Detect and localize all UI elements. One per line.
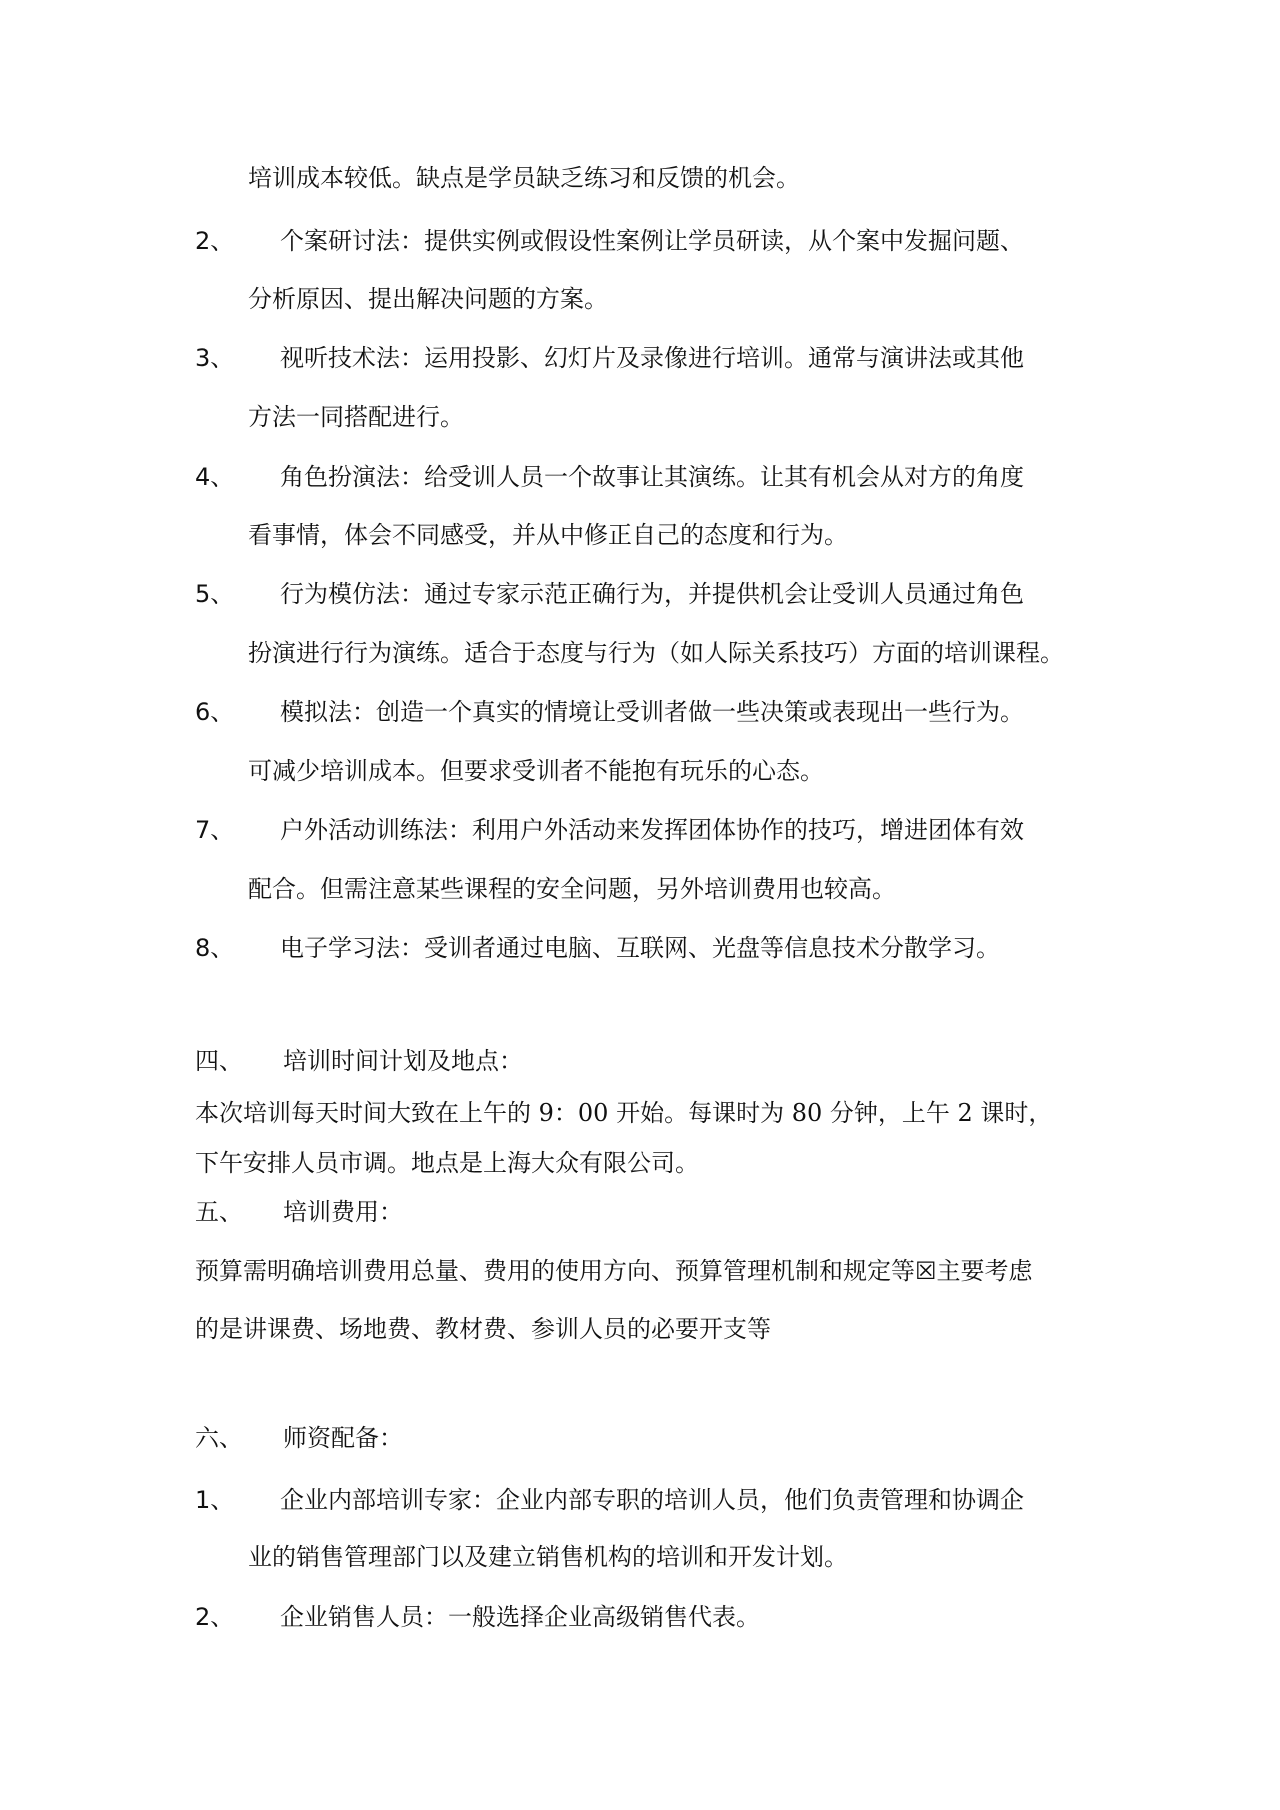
method-number: 3、 (195, 344, 235, 372)
method-line-1: 角色扮演法：给受训人员一个故事让其演练。让其有机会从对方的角度 (280, 463, 1024, 491)
method-line-2: 扮演进行行为演练。适合于态度与行为（如人际关系技巧）方面的培训课程。 (248, 639, 1064, 667)
method-line-1: 个案研讨法：提供实例或假设性案例让学员研读，从个案中发掘问题、 (280, 227, 1024, 255)
method-line-1: 视听技术法：运用投影、幻灯片及录像进行培训。通常与演讲法或其他 (280, 344, 1024, 372)
method-line-2: 配合。但需注意某些课程的安全问题，另外培训费用也较高。 (248, 875, 896, 903)
section-number: 六、 (195, 1424, 243, 1452)
section-title: 师资配备： (283, 1424, 403, 1452)
section-number: 五、 (195, 1198, 243, 1226)
method-number: 7、 (195, 816, 235, 844)
method-line-2: 看事情，体会不同感受，并从中修正自己的态度和行为。 (248, 521, 848, 549)
method-number: 8、 (195, 934, 235, 962)
section-title: 培训费用： (283, 1198, 403, 1226)
section-paragraph-line-2: 下午安排人员市调。地点是上海大众有限公司。 (195, 1149, 699, 1177)
section-paragraph-line-2: 的是讲课费、场地费、教材费、参训人员的必要开支等 (195, 1315, 771, 1343)
method-line-2: 分析原因、提出解决问题的方案。 (248, 285, 608, 313)
section-paragraph-line-1: 本次培训每天时间大致在上午的 9：00 开始。每课时为 80 分钟，上午 2 课时， (195, 1099, 1053, 1127)
section-title: 培训时间计划及地点： (283, 1047, 523, 1075)
faculty-number: 1、 (195, 1486, 235, 1514)
method-number: 4、 (195, 463, 235, 491)
faculty-line-1: 企业销售人员：一般选择企业高级销售代表。 (280, 1603, 760, 1631)
section-paragraph-line-1: 预算需明确培训费用总量、费用的使用方向、预算管理机制和规定等☒主要考虑 (195, 1257, 1033, 1285)
method-line-1: 电子学习法：受训者通过电脑、互联网、光盘等信息技术分散学习。 (280, 934, 1000, 962)
method-number: 5、 (195, 580, 235, 608)
method-line-1: 模拟法：创造一个真实的情境让受训者做一些决策或表现出一些行为。 (280, 698, 1024, 726)
faculty-line-1: 企业内部培训专家：企业内部专职的培训人员，他们负责管理和协调企 (280, 1486, 1024, 1514)
method-line-2: 方法一同搭配进行。 (248, 403, 464, 431)
faculty-line-2: 业的销售管理部门以及建立销售机构的培训和开发计划。 (248, 1543, 848, 1571)
faculty-number: 2、 (195, 1603, 235, 1631)
intro-continuation-line: 培训成本较低。缺点是学员缺乏练习和反馈的机会。 (248, 164, 800, 192)
method-line-1: 行为模仿法：通过专家示范正确行为，并提供机会让受训人员通过角色 (280, 580, 1024, 608)
method-number: 2、 (195, 227, 235, 255)
method-line-2: 可减少培训成本。但要求受训者不能抱有玩乐的心态。 (248, 757, 824, 785)
method-line-1: 户外活动训练法：利用户外活动来发挥团体协作的技巧，增进团体有效 (280, 816, 1024, 844)
method-number: 6、 (195, 698, 235, 726)
section-number: 四、 (195, 1047, 243, 1075)
